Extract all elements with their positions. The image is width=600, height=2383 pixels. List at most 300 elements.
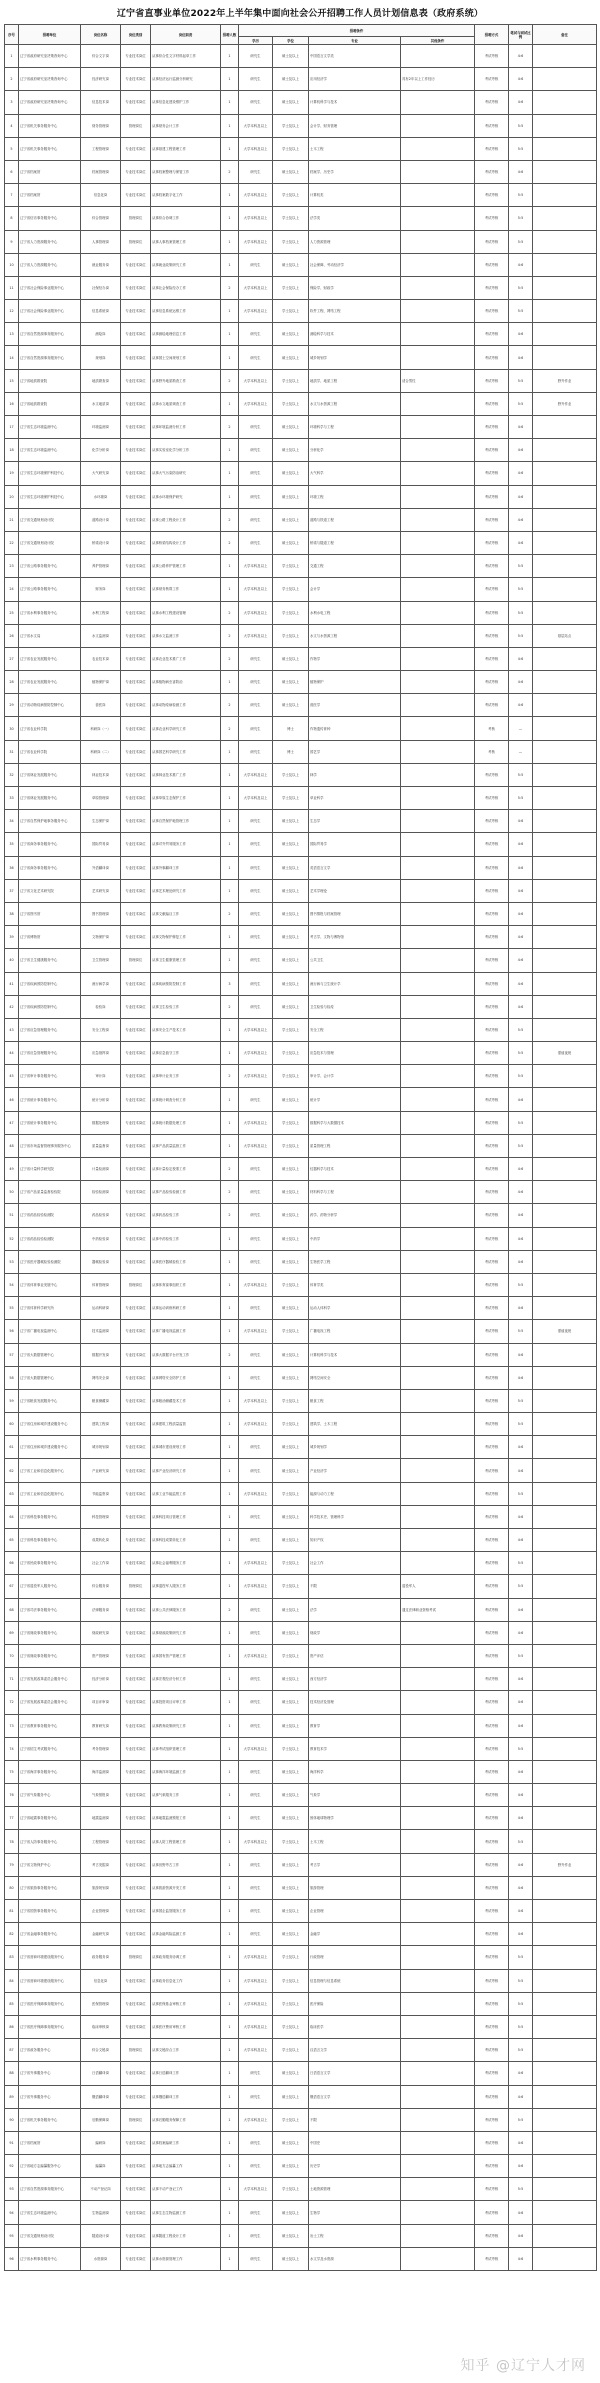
cell-major: 兽医学	[309, 694, 401, 717]
cell-ratio: 5:5	[509, 1946, 533, 1969]
cell-post-name: 信息化岗	[81, 1969, 121, 1992]
cell-exam: 考试考核	[475, 787, 509, 810]
cell-post-type: 专业技术岗位	[121, 995, 151, 1018]
cell-count: 2	[221, 1204, 239, 1227]
cell-exam: 考试考核	[475, 1343, 509, 1366]
watermark: 知乎 @辽宁人才网	[460, 2358, 586, 2374]
table-row	[5, 949, 597, 972]
cell-level: 硕士及以上	[273, 2155, 309, 2178]
cell-note	[533, 2178, 597, 2201]
cell-note	[533, 1946, 597, 1969]
cell-ratio: 4:6	[509, 485, 533, 508]
table-row	[5, 1992, 597, 2015]
cell-major: 社会保障、劳动经济学	[309, 253, 401, 276]
cell-post-name: 药品检验岗	[81, 1204, 121, 1227]
cell-duty: 从事俄语翻译工作	[151, 2085, 221, 2108]
cell-seq: 38	[5, 902, 19, 925]
cell-count: 2	[221, 1181, 239, 1204]
cell-degree: 大学本科及以上	[239, 1946, 273, 1969]
cell-count: 1	[221, 323, 239, 346]
cell-degree: 研究生	[239, 416, 273, 439]
cell-duty: 从事政务服务协调工作	[151, 1946, 221, 1969]
cell-major: 金融学	[309, 1923, 401, 1946]
table-row	[5, 1482, 597, 1505]
cell-exam: 考试考核	[475, 810, 509, 833]
cell-post-name: 财务管理岗	[81, 114, 121, 137]
cell-level: 硕士及以上	[273, 1529, 309, 1552]
cell-level: 硕士及以上	[273, 1505, 309, 1528]
cell-ratio: 4:6	[509, 902, 533, 925]
cell-ratio: 4:6	[509, 1505, 533, 1528]
cell-major: 国际贸易学	[309, 833, 401, 856]
cell-post-type: 专业技术岗位	[121, 184, 151, 207]
cell-post-type: 专业技术岗位	[121, 1459, 151, 1482]
cell-post-name: 工程管理岗	[81, 137, 121, 160]
cell-note	[533, 1227, 597, 1250]
cell-post-name: 就业服务岗	[81, 253, 121, 276]
cell-dept: 辽宁省交通规划设计院	[19, 508, 81, 531]
cell-count: 2	[221, 694, 239, 717]
cell-ratio: 4:6	[509, 1529, 533, 1552]
cell-other	[401, 694, 475, 717]
table-row	[5, 740, 597, 763]
cell-level: 硕士及以上	[273, 45, 309, 68]
cell-degree: 研究生	[239, 995, 273, 1018]
cell-count: 1	[221, 810, 239, 833]
cell-count: 1	[221, 1436, 239, 1459]
cell-dept: 辽宁省农业发展服务中心	[19, 671, 81, 694]
cell-level: 硕士及以上	[273, 1436, 309, 1459]
cell-post-type: 管理岗位	[121, 207, 151, 230]
cell-post-type: 专业技术岗位	[121, 1552, 151, 1575]
cell-post-name: 法律服务岗	[81, 1598, 121, 1621]
cell-seq: 2	[5, 68, 19, 91]
cell-duty: 从事农业科学研究工作	[151, 717, 221, 740]
cell-major: 水文学及水资源	[309, 2247, 401, 2270]
table-row	[5, 972, 597, 995]
cell-major: 生物医学工程	[309, 1250, 401, 1273]
cell-exam: 考试考核	[475, 137, 509, 160]
table-row	[5, 2247, 597, 2270]
cell-degree: 大学本科及以上	[239, 1065, 273, 1088]
cell-seq: 25	[5, 601, 19, 624]
header-post-name: 岗位名称	[81, 25, 121, 45]
cell-count: 1	[221, 1413, 239, 1436]
cell-major: 考古学、文物与博物馆	[309, 926, 401, 949]
cell-duty: 从事就业政策研究工作	[151, 253, 221, 276]
cell-post-type: 专业技术岗位	[121, 2247, 151, 2270]
cell-ratio: 5:5	[509, 1830, 533, 1853]
cell-dept: 辽宁省农业科学院	[19, 717, 81, 740]
cell-ratio: 5:5	[509, 184, 533, 207]
cell-note	[533, 45, 597, 68]
cell-degree: 研究生	[239, 833, 273, 856]
table-row	[5, 763, 597, 786]
cell-post-name: 临床审核岗	[81, 2015, 121, 2038]
cell-level: 硕士及以上	[273, 1760, 309, 1783]
cell-post-name: 后勤保障岗	[81, 2108, 121, 2131]
cell-note	[533, 763, 597, 786]
cell-dept: 辽宁省档案馆	[19, 160, 81, 183]
cell-dept: 辽宁省统计事务服务中心	[19, 1088, 81, 1111]
cell-count: 2	[221, 276, 239, 299]
cell-post-type: 专业技术岗位	[121, 972, 151, 995]
cell-other	[401, 2201, 475, 2224]
table-row	[5, 2062, 597, 2085]
cell-note	[533, 1482, 597, 1505]
cell-post-type: 专业技术岗位	[121, 253, 151, 276]
cell-exam: 考试考核	[475, 462, 509, 485]
cell-note	[533, 2224, 597, 2247]
cell-major: 计算机科学与技术	[309, 1343, 401, 1366]
cell-other	[401, 253, 475, 276]
cell-degree: 研究生	[239, 2131, 273, 2154]
table-row	[5, 1111, 597, 1134]
cell-seq: 11	[5, 276, 19, 299]
cell-degree: 研究生	[239, 1227, 273, 1250]
table-row	[5, 1668, 597, 1691]
cell-dept: 辽宁省水利事务服务中心	[19, 2247, 81, 2270]
cell-exam: 考试考核	[475, 601, 509, 624]
cell-other	[401, 2108, 475, 2131]
cell-seq: 62	[5, 1459, 19, 1482]
cell-duty: 从事工业节能监察工作	[151, 1482, 221, 1505]
cell-post-type: 专业技术岗位	[121, 323, 151, 346]
cell-major: 社会工作	[309, 1552, 401, 1575]
cell-exam: 考试考核	[475, 485, 509, 508]
cell-level: 硕士及以上	[273, 694, 309, 717]
cell-ratio: 5:5	[509, 787, 533, 810]
cell-post-type: 专业技术岗位	[121, 1111, 151, 1134]
cell-degree: 研究生	[239, 1158, 273, 1181]
cell-duty: 从事人防工程管理工作	[151, 1830, 221, 1853]
cell-dept: 辽宁省水文局	[19, 624, 81, 647]
cell-duty: 从事隧道工程设计工作	[151, 2224, 221, 2247]
cell-post-name: 草原管理岗	[81, 787, 121, 810]
cell-degree: 大学本科及以上	[239, 207, 273, 230]
cell-post-type: 专业技术岗位	[121, 1992, 151, 2015]
cell-ratio: 4:6	[509, 1853, 533, 1876]
cell-degree: 大学本科及以上	[239, 2108, 273, 2131]
table-row	[5, 1760, 597, 1783]
cell-level: 学士及以上	[273, 578, 309, 601]
cell-note	[533, 1436, 597, 1459]
table-row	[5, 1273, 597, 1296]
cell-other	[401, 1018, 475, 1041]
cell-note	[533, 1088, 597, 1111]
cell-exam: 考试考核	[475, 1250, 509, 1273]
cell-ratio: 5:5	[509, 1969, 533, 1992]
cell-level: 硕士及以上	[273, 91, 309, 114]
cell-post-type: 专业技术岗位	[121, 1181, 151, 1204]
cell-count: 1	[221, 1111, 239, 1134]
cell-exam: 考试考核	[475, 949, 509, 972]
cell-seq: 10	[5, 253, 19, 276]
cell-seq: 66	[5, 1552, 19, 1575]
table-row	[5, 439, 597, 462]
cell-major: 科学技术史、管理科学	[309, 1505, 401, 1528]
cell-note	[533, 508, 597, 531]
cell-note	[533, 2201, 597, 2224]
cell-dept: 辽宁省工业和信息化服务中心	[19, 1459, 81, 1482]
cell-dept: 辽宁省疾病预防控制中心	[19, 972, 81, 995]
cell-degree: 研究生	[239, 68, 273, 91]
header-seq: 序号	[5, 25, 19, 45]
cell-dept: 辽宁省海洋事务服务中心	[19, 1760, 81, 1783]
cell-other	[401, 879, 475, 902]
cell-degree: 研究生	[239, 531, 273, 554]
cell-level: 学士及以上	[273, 1482, 309, 1505]
table-row	[5, 787, 597, 810]
cell-level: 硕士及以上	[273, 647, 309, 670]
cell-post-name: 应急指挥岗	[81, 1042, 121, 1065]
cell-major: 地质学、地质工程	[309, 369, 401, 392]
cell-exam: 考试考核	[475, 2039, 509, 2062]
cell-level: 硕士及以上	[273, 1714, 309, 1737]
cell-ratio: 5:5	[509, 137, 533, 160]
cell-ratio: 4:6	[509, 160, 533, 183]
cell-count: 1	[221, 1575, 239, 1598]
cell-ratio: 4:6	[509, 1876, 533, 1899]
cell-level: 硕士及以上	[273, 485, 309, 508]
cell-dept: 辽宁省住房和城乡建设服务中心	[19, 1436, 81, 1459]
cell-count: 1	[221, 1830, 239, 1853]
cell-note	[533, 810, 597, 833]
cell-note	[533, 1529, 597, 1552]
cell-post-type: 专业技术岗位	[121, 462, 151, 485]
cell-exam: 考试考核	[475, 300, 509, 323]
header-ratio: 笔试与面试比例	[509, 25, 533, 45]
cell-degree: 研究生	[239, 926, 273, 949]
table-row	[5, 833, 597, 856]
cell-degree: 研究生	[239, 740, 273, 763]
cell-ratio: 4:6	[509, 949, 533, 972]
cell-ratio: 4:6	[509, 1250, 533, 1273]
cell-level: 硕士及以上	[273, 1691, 309, 1714]
cell-other	[401, 1807, 475, 1830]
cell-major: 生态学	[309, 810, 401, 833]
cell-note	[533, 833, 597, 856]
table-row	[5, 1436, 597, 1459]
cell-note	[533, 346, 597, 369]
cell-post-name: 桥梁设计岗	[81, 531, 121, 554]
cell-dept: 辽宁省财政事务服务中心	[19, 1644, 81, 1667]
cell-post-type: 专业技术岗位	[121, 1158, 151, 1181]
cell-exam: 考试考核	[475, 369, 509, 392]
cell-ratio: 4:6	[509, 91, 533, 114]
cell-level: 硕士及以上	[273, 1366, 309, 1389]
cell-count: 1	[221, 2039, 239, 2062]
cell-degree: 大学本科及以上	[239, 1830, 273, 1853]
cell-level: 学士及以上	[273, 184, 309, 207]
cell-note	[533, 647, 597, 670]
cell-note	[533, 1552, 597, 1575]
cell-level: 硕士及以上	[273, 1343, 309, 1366]
cell-exam: 考试考核	[475, 1830, 509, 1853]
cell-major: 交通工程	[309, 555, 401, 578]
cell-exam: 考试考核	[475, 1065, 509, 1088]
cell-ratio: 5:5	[509, 1552, 533, 1575]
cell-duty: 从事档案整理与保管工作	[151, 160, 221, 183]
cell-other	[401, 508, 475, 531]
cell-dept: 辽宁省科技事务服务中心	[19, 1505, 81, 1528]
cell-dept: 辽宁省医疗保障事务服务中心	[19, 2015, 81, 2038]
table-row	[5, 856, 597, 879]
cell-other	[401, 1505, 475, 1528]
cell-post-type: 专业技术岗位	[121, 1876, 151, 1899]
table-row	[5, 1737, 597, 1760]
cell-degree: 大学本科及以上	[239, 137, 273, 160]
cell-count: 1	[221, 1946, 239, 1969]
cell-ratio: 4:6	[509, 1366, 533, 1389]
cell-post-name: 测绘岗	[81, 323, 121, 346]
cell-seq: 83	[5, 1946, 19, 1969]
table-row	[5, 1691, 597, 1714]
cell-dept: 辽宁省住房和城乡建设服务中心	[19, 1413, 81, 1436]
cell-level: 学士及以上	[273, 1992, 309, 2015]
cell-duty: 从事大数据平台开发工作	[151, 1343, 221, 1366]
cell-post-name: 考古发掘岗	[81, 1853, 121, 1876]
cell-note	[533, 160, 597, 183]
cell-level: 学士及以上	[273, 230, 309, 253]
cell-post-name: 体育管理岗	[81, 1273, 121, 1296]
cell-ratio: 4:6	[509, 1784, 533, 1807]
table-row	[5, 1714, 597, 1737]
cell-level: 硕士及以上	[273, 1900, 309, 1923]
cell-post-type: 专业技术岗位	[121, 68, 151, 91]
cell-duty: 从事卫生检验工作	[151, 995, 221, 1018]
cell-dept: 辽宁省体育科学研究所	[19, 1297, 81, 1320]
cell-duty: 从事财务核算工作	[151, 578, 221, 601]
cell-post-type: 管理岗位	[121, 230, 151, 253]
cell-count: 2	[221, 717, 239, 740]
cell-post-type: 专业技术岗位	[121, 1923, 151, 1946]
cell-dept: 辽宁省粮食发展服务中心	[19, 1389, 81, 1412]
cell-dept: 辽宁省政府研究室决策咨询中心	[19, 68, 81, 91]
cell-ratio: 4:6	[509, 833, 533, 856]
cell-duty: 从事草原生态保护工作	[151, 787, 221, 810]
cell-exam: 考试考核	[475, 1992, 509, 2015]
cell-major: 图书情报与档案管理	[309, 902, 401, 925]
cell-dept: 辽宁省博物馆	[19, 926, 81, 949]
cell-post-type: 专业技术岗位	[121, 1668, 151, 1691]
cell-seq: 51	[5, 1204, 19, 1227]
cell-seq: 78	[5, 1830, 19, 1853]
cell-count: 1	[221, 2201, 239, 2224]
cell-level: 硕士及以上	[273, 1204, 309, 1227]
cell-exam: 考试考核	[475, 694, 509, 717]
cell-level: 学士及以上	[273, 787, 309, 810]
cell-other	[401, 1111, 475, 1134]
cell-level: 硕士及以上	[273, 949, 309, 972]
cell-seq: 3	[5, 91, 19, 114]
cell-major: 应用经济学	[309, 68, 401, 91]
cell-count: 1	[221, 1784, 239, 1807]
cell-duty: 从事运动训练科研工作	[151, 1297, 221, 1320]
cell-post-type: 专业技术岗位	[121, 1529, 151, 1552]
cell-post-name: 化学分析岗	[81, 439, 121, 462]
cell-exam: 考试考核	[475, 1552, 509, 1575]
cell-count: 1	[221, 1737, 239, 1760]
cell-post-type: 专业技术岗位	[121, 2015, 151, 2038]
cell-dept: 辽宁省财政事务服务中心	[19, 1621, 81, 1644]
cell-degree: 研究生	[239, 1621, 273, 1644]
cell-seq: 44	[5, 1042, 19, 1065]
cell-duty: 从事后勤服务保障工作	[151, 2108, 221, 2131]
cell-ratio: 4:6	[509, 694, 533, 717]
cell-post-name: 不动产登记岗	[81, 2178, 121, 2201]
cell-exam: 考试考核	[475, 1413, 509, 1436]
table-row	[5, 323, 597, 346]
table-row	[5, 671, 597, 694]
cell-level: 学士及以上	[273, 1320, 309, 1343]
table-row	[5, 2085, 597, 2108]
cell-degree: 研究生	[239, 1900, 273, 1923]
cell-note	[533, 68, 597, 91]
cell-major: 城乡规划学	[309, 1436, 401, 1459]
cell-exam: 考试考核	[475, 2224, 509, 2247]
cell-post-type: 管理岗位	[121, 1575, 151, 1598]
cell-post-name: 社保经办岗	[81, 276, 121, 299]
cell-other	[401, 856, 475, 879]
cell-note	[533, 1644, 597, 1667]
cell-other	[401, 2224, 475, 2247]
cell-post-name: 国际贸易岗	[81, 833, 121, 856]
cell-exam: 考试考核	[475, 1227, 509, 1250]
cell-post-type: 专业技术岗位	[121, 300, 151, 323]
cell-duty: 从事财政政策研究工作	[151, 1621, 221, 1644]
cell-degree: 大学本科及以上	[239, 1969, 273, 1992]
cell-post-name: 节能监察岗	[81, 1482, 121, 1505]
cell-dept: 辽宁省营商环境建设服务中心	[19, 1946, 81, 1969]
cell-ratio: 5:5	[509, 578, 533, 601]
cell-level: 硕士及以上	[273, 995, 309, 1018]
cell-post-name: 环境监测岗	[81, 416, 121, 439]
cell-degree: 大学本科及以上	[239, 276, 273, 299]
cell-count: 2	[221, 1343, 239, 1366]
cell-dept: 辽宁省自然资源事务服务中心	[19, 346, 81, 369]
cell-other	[401, 578, 475, 601]
cell-degree: 大学本科及以上	[239, 1273, 273, 1296]
cell-degree: 大学本科及以上	[239, 555, 273, 578]
cell-count: 1	[221, 1691, 239, 1714]
cell-count: 1	[221, 578, 239, 601]
cell-other	[401, 531, 475, 554]
table-row	[5, 91, 597, 114]
cell-other	[401, 1134, 475, 1157]
cell-post-type: 专业技术岗位	[121, 485, 151, 508]
cell-note	[533, 1250, 597, 1273]
cell-other	[401, 1737, 475, 1760]
cell-note	[533, 1389, 597, 1412]
cell-exam: 考试考核	[475, 2062, 509, 2085]
cell-seq: 81	[5, 1900, 19, 1923]
cell-other	[401, 91, 475, 114]
cell-count: 1	[221, 1992, 239, 2015]
cell-other	[401, 926, 475, 949]
cell-duty: 从事动物疫病检测工作	[151, 694, 221, 717]
cell-major: 旅游管理	[309, 1876, 401, 1899]
cell-ratio: 5:5	[509, 601, 533, 624]
cell-duty: 从事外事翻译工作	[151, 856, 221, 879]
cell-exam: 考试考核	[475, 1668, 509, 1691]
cell-exam: 考试考核	[475, 1273, 509, 1296]
cell-post-name: 数据开发岗	[81, 1343, 121, 1366]
cell-duty: 从事信息系统运维工作	[151, 300, 221, 323]
cell-level: 硕士及以上	[273, 1876, 309, 1899]
cell-other	[401, 160, 475, 183]
cell-count: 1	[221, 740, 239, 763]
